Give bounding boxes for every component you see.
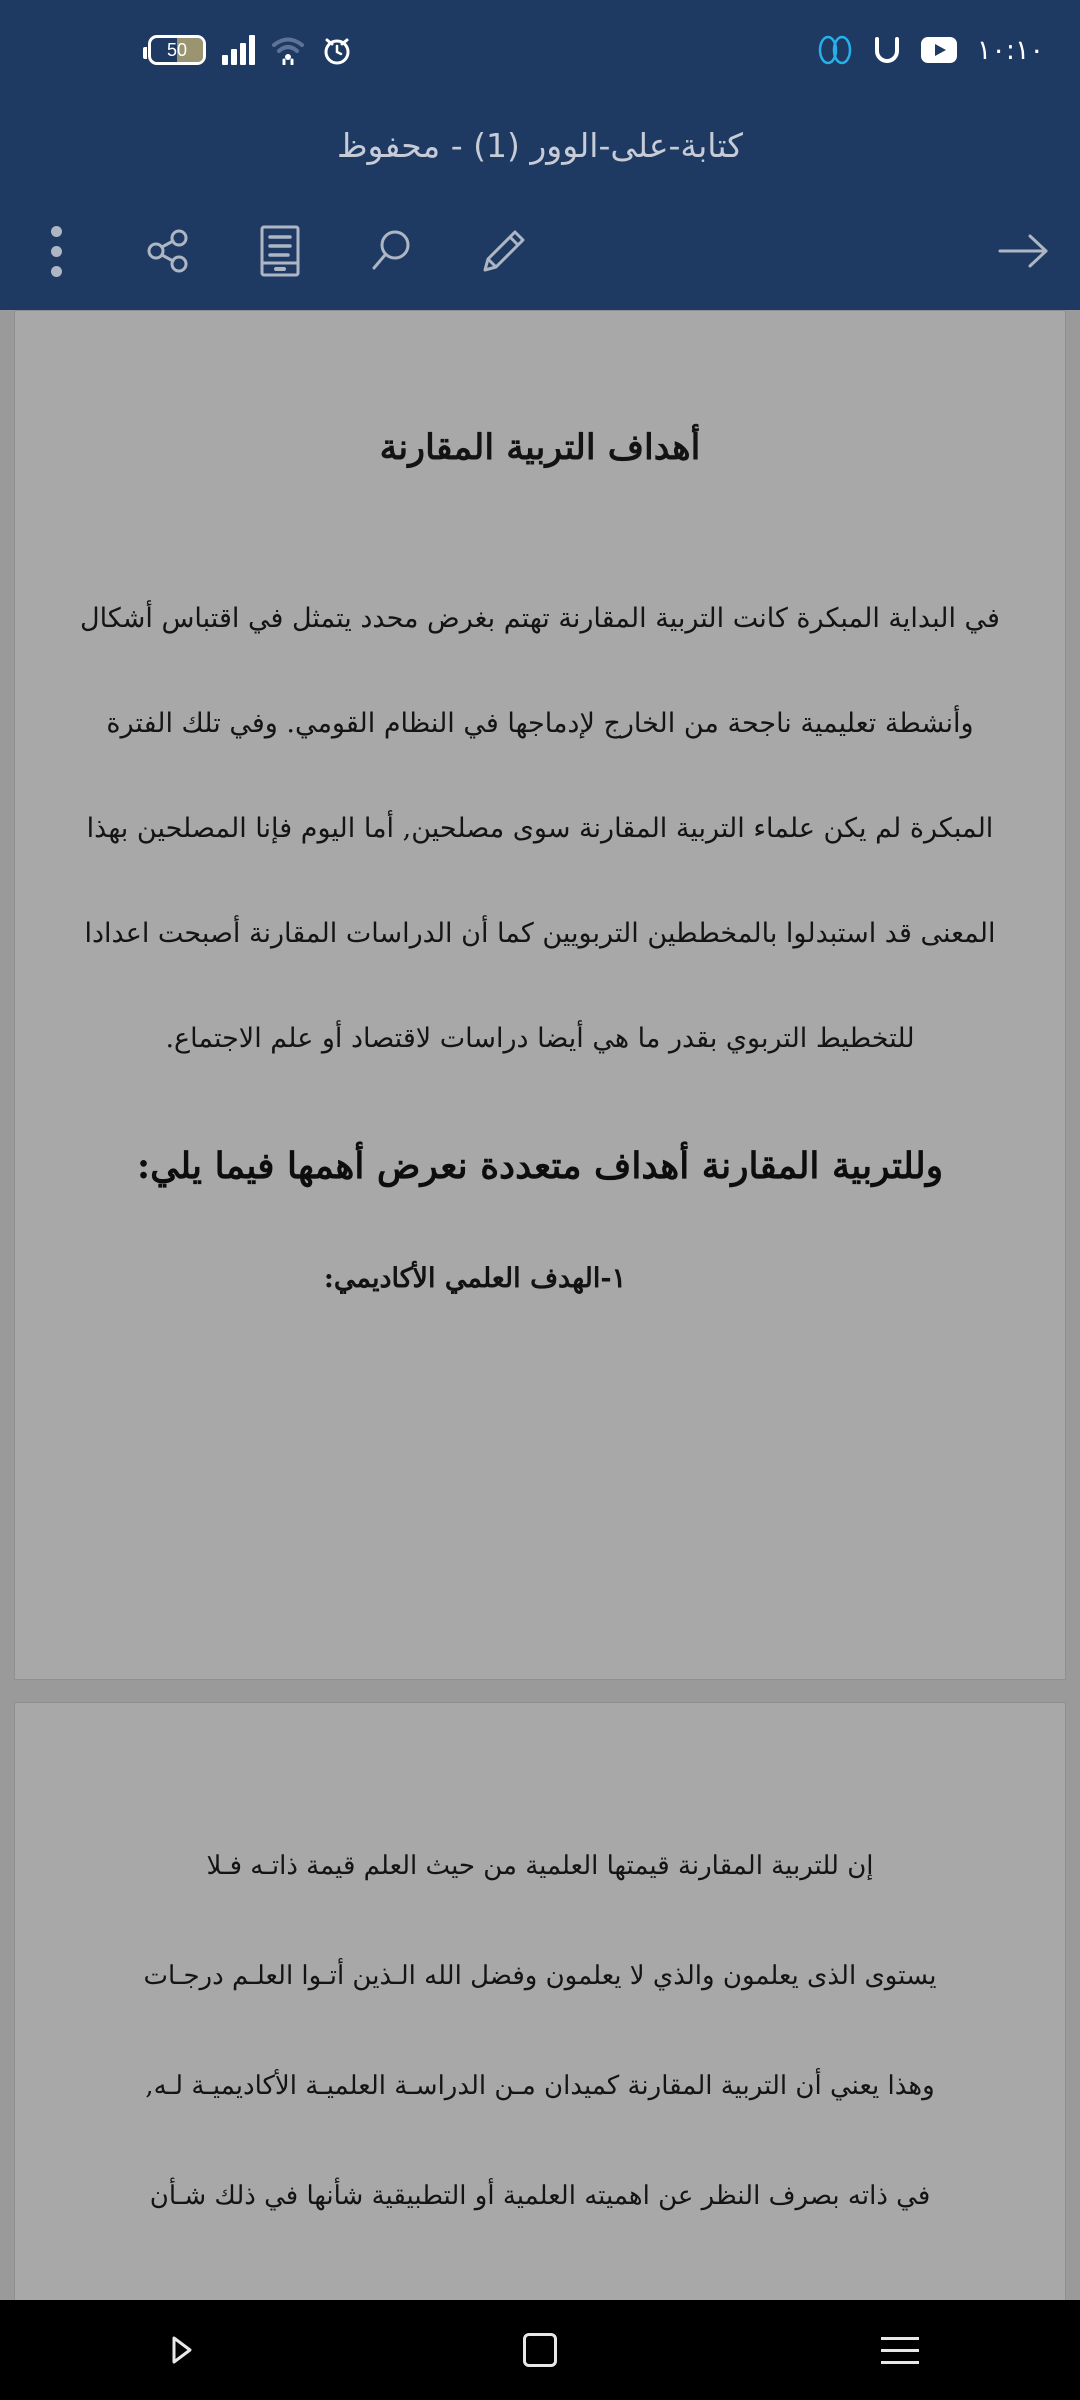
square-home-icon <box>523 2333 557 2367</box>
document-page-1[interactable] <box>14 310 1066 1680</box>
paragraph-line: للتخطيط التربوي بقدر ما هي أيضا دراسات لاقتصاد أو علم الاجتماع. <box>165 1023 915 1054</box>
three-dots-vertical-icon <box>51 226 62 277</box>
status-bar-left-group <box>148 34 353 66</box>
page-2-body <box>15 1811 1065 2251</box>
battery-level-text: 50 <box>166 40 188 60</box>
paragraph-line: يستوى الذى يعلمون والذي لا يعلمون وفضل الله الـذين أتـوا العلـم درجـات <box>143 1961 937 1991</box>
document-page-2[interactable] <box>14 1702 1066 2300</box>
document-paragraph-2 <box>71 1811 1009 2251</box>
document-list-item-1: ١-الهدف العلمي الأكاديمي: <box>323 1263 627 1294</box>
forward-button[interactable] <box>968 195 1080 307</box>
back-button[interactable] <box>120 2300 240 2400</box>
paragraph-line: وهذا يعني أن التربية المقارنة كميدان مـن الدراسـة العلميـة الأكاديميـة لـه, <box>145 2071 935 2101</box>
paragraph-line: في البداية المبكرة كانت التربية المقارنة تهتم بغرض محدد يتمثل في اقتباس أشكال <box>80 603 1000 634</box>
app-bar <box>0 100 1080 310</box>
arrow-right-icon <box>994 229 1054 273</box>
recents-button[interactable] <box>840 2300 960 2400</box>
signal-bars-icon <box>222 35 255 65</box>
paragraph-line: إن للتربية المقارنة قيمتها العلمية من حيث العلم قيمة ذاتـه فـلا <box>206 1851 874 1881</box>
wifi-icon <box>271 35 305 65</box>
battery-icon <box>148 35 206 65</box>
youtube-icon <box>921 37 957 63</box>
page-separator <box>0 1680 1080 1702</box>
alarm-clock-icon <box>321 34 353 66</box>
home-button[interactable] <box>480 2300 600 2400</box>
search-icon <box>367 226 417 276</box>
document-heading: أهداف التربية المقارنة <box>379 427 701 468</box>
document-title: كتابة-على-الوور (1) - محفوظ <box>336 126 744 165</box>
document-bold-statement: وللتربية المقارنة أهداف متعددة نعرض أهمها فيما يلي: <box>136 1145 944 1187</box>
status-bar <box>0 0 1080 100</box>
overflow-menu-button[interactable] <box>0 195 112 307</box>
document-paragraph-1 <box>71 566 1009 1091</box>
page-1-body <box>15 427 1065 1294</box>
paragraph-line: وأنشطة تعليمية ناجحة من الخارج لإدماجها في النظام القومي. وفي تلك الفترة <box>106 708 974 739</box>
edit-button[interactable] <box>448 195 560 307</box>
search-button[interactable] <box>336 195 448 307</box>
u-app-icon <box>873 35 901 65</box>
status-bar-clock: ١٠:١٠ <box>976 34 1044 66</box>
document-scroll-area[interactable] <box>0 310 1080 2300</box>
reading-layout-button[interactable] <box>224 195 336 307</box>
hamburger-recents-icon <box>881 2337 919 2364</box>
android-navigation-bar <box>0 2300 1080 2400</box>
paragraph-line: المبكرة لم يكن علماء التربية المقارنة سوى مصلحين, أما اليوم فإنا المصلحين بهذا <box>86 813 994 844</box>
document-layout-icon <box>258 224 302 278</box>
paragraph-line: المعنى قد استبدلوا بالمخططين التربويين كما أن الدراسات المقارنة أصبحت اعدادا <box>84 918 996 949</box>
triangle-back-icon <box>162 2332 198 2368</box>
share-button[interactable] <box>112 195 224 307</box>
share-icon <box>143 226 193 276</box>
status-bar-right-group <box>817 35 1044 66</box>
paragraph-line: في ذاته بصرف النظر عن اهميته العلمية أو التطبيقية شأنها في ذلك شـأن <box>149 2181 931 2211</box>
pencil-icon <box>479 226 529 276</box>
app-toolbar <box>0 192 1080 310</box>
meta-glasses-icon <box>817 35 853 65</box>
